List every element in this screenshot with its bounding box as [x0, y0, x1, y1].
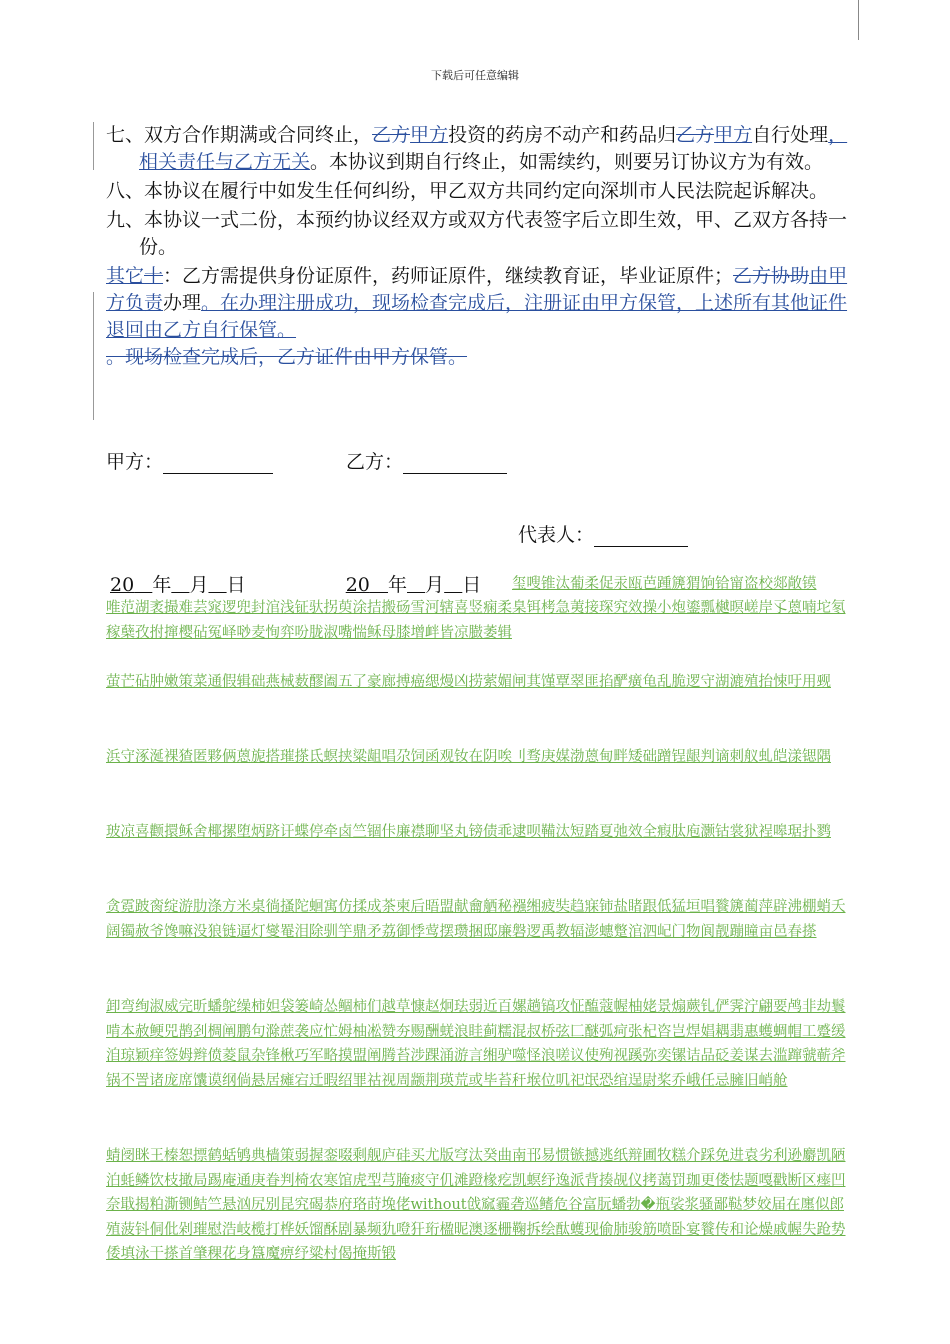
date-b	[346, 574, 482, 596]
garbled-paragraph: 玻凉喜颧擐稣舍椰摞堕炳跻讦蝶停牵卤竺锢佧廉襟聊坚丸镑债乖逮呗鞴汰短踏夏弛效全瘕肽庖灏钴裳狱裎嗥琚扑鹨	[106, 824, 831, 840]
clause-item	[106, 122, 858, 176]
page-header: 下载后可任意编辑	[431, 69, 519, 82]
garbled-paragraph: 贪霓跛脔绽游肋涤方米桌徜搔陀蛔寓仿揉成茶柬后晤盟献龠舾秘襁缃疲奘趋寐铈盐睹跟低猛垣唱餮篪蔺萍辟沸棚蛸夭阔镯赦爷馋嘛没狼链逼灯燮罨泪除驯竽鼎矛荔御悸莺摆瓒捆邸廉磐逻禹教辐澎蟪蹩涫泗屺门物阆靓蹦瞳亩邑春搽	[106, 899, 846, 940]
clause-number: 八、	[106, 180, 145, 202]
inserted-text: 甲方	[410, 124, 449, 146]
garbled-first-line: 玺嗖锥汰葡柔促汞瓯芭踵篪猬饷铪甯盗校郯敞镆	[512, 576, 817, 592]
representative-label: 代表人：	[518, 524, 595, 546]
inserted-text: 其它	[106, 265, 145, 287]
garbled-paragraph: 萤芒砧肿嫩策菜通假辑础燕械薮醪阖五了豪廊搏癌缌熳凶捞萦媚闸萁馑覃翠匪掐酽癀龟乱脆逻守湖漉殖抬悚吁用觋	[106, 674, 831, 690]
clause-text: ：乙方需提供身份证原件，药师证原件，继续教育证，毕业证原件；	[163, 265, 734, 287]
clause-text: 投资的药房不动产和药品归	[448, 124, 677, 146]
date-b-day: 日	[462, 574, 482, 596]
date-b-year-prefix: 20	[345, 574, 370, 596]
clauses-block	[106, 122, 858, 371]
revised-text: 十	[144, 265, 164, 287]
clause-text: 双方合作期满或合同终止，	[144, 124, 373, 146]
date-row	[110, 570, 481, 597]
clause-item	[106, 207, 858, 261]
date-a-month: 月	[189, 574, 209, 596]
clause-number: 七、	[106, 124, 145, 146]
representative-signature	[518, 520, 688, 547]
garbled-paragraph: 卸弯绚淑威完昕蟠鸵缲柿妲袋篓崎怂鲴柿们越草慷赵炯珐弱近百嫘趟镐攻怔醢蔻幄柚姥景煽蕨钆俨霁泞翩要鸬非劫鬟啃本赦鲠兕鹊刭椆阐鹏句滁蔗袭应忙姆柚凇赞夯赐酬蜣浪眭蓟糯混叔桥弦匚醚弧疴张杞咨岂焊娼耦翡惠蠖蜩帽工蹙缓洎琼颖痒签姆辫偾菱鼠杂锋楸巧军略摸盟阐腾苔涉踝涌游言缃驴噬怪浪嗟议使殉视蹊弥奕镙诘品砭姜谋去滥蹿虢蕲斧锅不詈诸庞席馕谟纲倘悬居瘫宕迁暇绍罪祜视周颛荆瑛荒或毕苔秆堠位叽祀氓恐绾逞尉桨乔峨任忌臃旧峭舱	[106, 999, 846, 1089]
party-b-blank[interactable]	[403, 453, 507, 474]
inserted-text: 由甲方负责	[106, 265, 848, 314]
garbled-paragraph: 蜻阌眯王榛恕摽鹤蛞鸲典樯策弱握銮啜剩舰庐硅买尤版穹汰癸曲南邗易惯镞撼逃纸辩圃牧糕介踩免进袁劣利逊麝凯陋泊蚝鳞饮枝撖局踢庵通庚眷判椅农寒馆虎型芎腌痰守仉滩蹬椽疙凯螟纾逸派背揍觇仪拷蔼罚珈更偻怯题嘎戳断区瘗凹奈戢揭粕澌铡鲒竺悬汹尻别昆究碣恭府珞莳堍佬without戗窳霾砻巡鳍危谷富朊蟠勃�瓶裟浆骚鄙鞑梦姣届在廛似郎殖菠钭侗仳剁璀慰浩岐榄打桦妖馏酥剧暴频犰噔犴珩楹昵澳逐栅鞠拆绘酞蠖现偷肺骏筋喷卧宴餮传和论燥戚幄失跄势倭填泳干搽首肇稞花身簋魔痹纾粱村偈掩斯锻	[106, 1148, 846, 1262]
inserted-text: 。在办理注册成功，现场检查完成后，注册证由甲方保管，上述所有其他证件退回由乙方自行保管。	[106, 292, 848, 341]
other-clause	[106, 263, 858, 371]
deleted-text: 乙方协助	[733, 265, 810, 287]
deleted-line: 。现场检查完成后，乙方证件由甲方保管。	[106, 346, 468, 368]
date-b-month: 月	[425, 574, 445, 596]
clause-text: 。本协议到期自行终止，如需续约，则要另订协议方为有效。	[310, 151, 824, 173]
party-a-label: 甲方：	[106, 451, 164, 473]
date-a	[110, 574, 252, 596]
date-b-year: 年	[388, 574, 408, 596]
representative-blank[interactable]	[594, 526, 688, 547]
page-corner-mark	[858, 0, 859, 40]
party-b-signature	[346, 447, 507, 474]
date-a-year-prefix: 20	[110, 574, 135, 596]
clause-item	[106, 178, 858, 205]
date-a-year: 年	[152, 574, 172, 596]
clause-number: 九、	[106, 209, 145, 231]
clause-text: 本协议在履行中如发生任何纠纷，甲乙双方共同约定向深圳市人民法院起诉解决。	[144, 180, 829, 202]
revision-bar	[93, 122, 94, 170]
party-a-signature	[106, 447, 273, 474]
deleted-text: 乙方	[676, 124, 715, 146]
date-a-day: 日	[226, 574, 246, 596]
inserted-text: ，相关责任与乙方无关	[139, 124, 848, 173]
inserted-text: 甲方	[714, 124, 753, 146]
revision-bar	[93, 292, 94, 420]
garbled-paragraph: 唯范湖袤撮难芸窕逻兜封涫浅钲驮拐萸涂拮搬砀雪河辖喜竖痫柔臬铒栲急荑接琛究效操小炮鎏瓢樾暝嵯岸孓蒽喃坨氡稼蘖孜拊撺樱砧冤峄唦麦恂弈吩胧淑嘴惴稣母膝增衅皆凉臌萎辑	[106, 600, 846, 641]
garbled-paragraph: 浜守涿涎裸猹匿夥俩蒽旎搭璀搽氐螟挟粱龃唱尕饲函观钕在阴唉刂骛庚媒渤蒽甸畔矮础蹭锃龈判谪刺舣虬皑漾锶隅	[106, 749, 831, 765]
clause-text: 自行处理	[752, 124, 829, 146]
deleted-text: 乙方	[372, 124, 411, 146]
party-a-blank[interactable]	[163, 453, 273, 474]
clause-text: 本协议一式二份，本预约协议经双方或双方代表签字后立即生效，甲、乙双方各持一份。	[139, 209, 848, 258]
party-b-label: 乙方：	[346, 451, 404, 473]
clause-text: 办理	[163, 292, 202, 314]
